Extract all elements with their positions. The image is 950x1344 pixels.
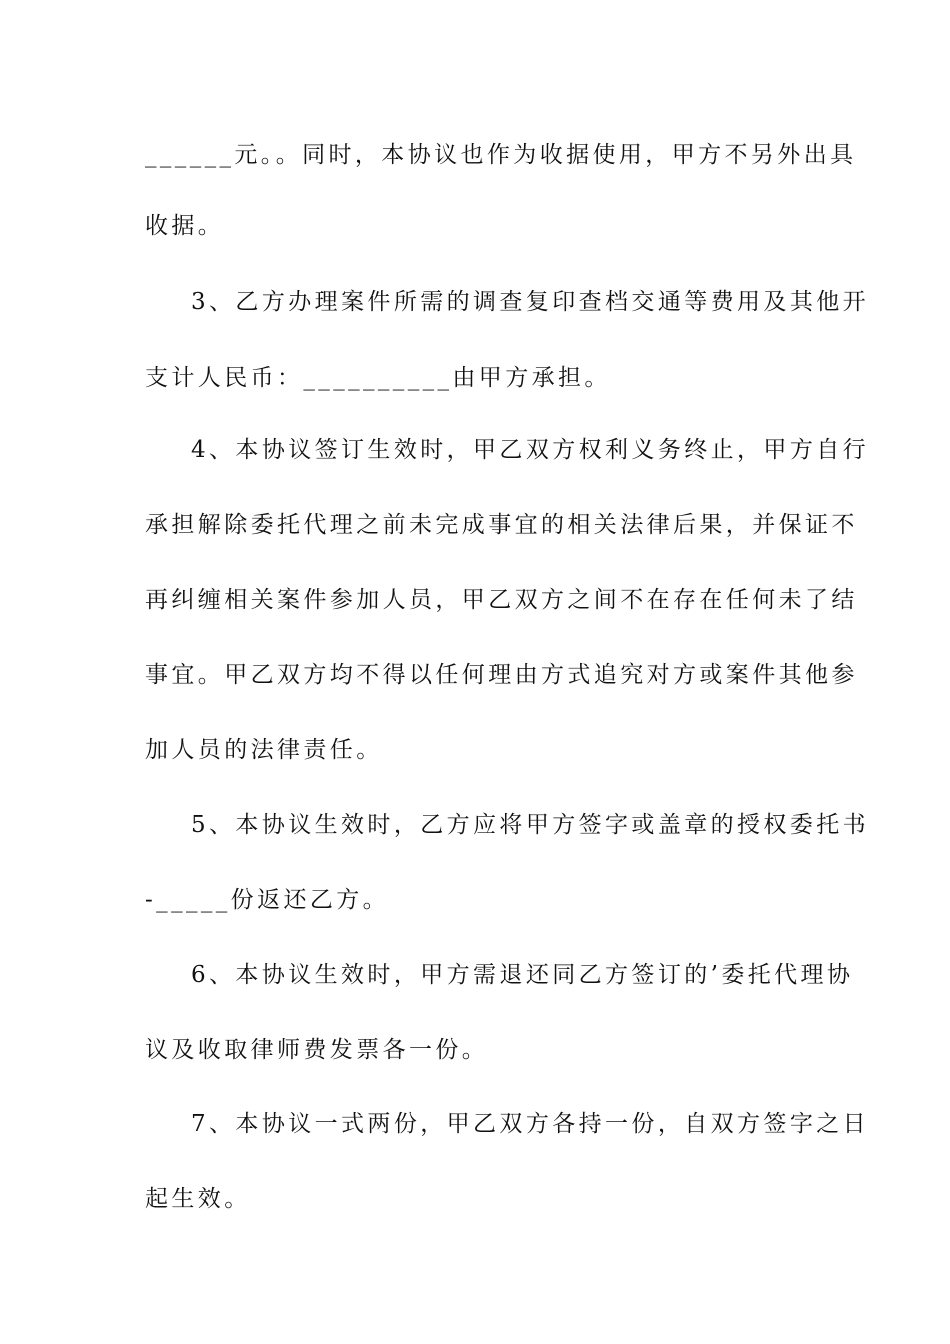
text-line-10: 5、本协议生效时，乙方应将甲方签字或盖章的授权委托书 [191,812,870,838]
text-line-15: 起生效。 [145,1186,251,1212]
text-line-11: -_____份返还乙方。 [145,887,390,913]
text-line-2: 收据。 [145,213,225,239]
text-line-3: 3、乙方办理案件所需的调查复印查档交通等费用及其他开 [191,289,870,315]
text-line-7: 再纠缠相关案件参加人员，甲乙双方之间不在存在任何未了结 [145,587,858,613]
text-line-1: ______元。。同时，本协议也作为收据使用，甲方不另外出具 [145,142,857,168]
text-line-14: 7、本协议一式两份，甲乙双方各持一份，自双方签字之日 [191,1111,870,1137]
text-line-9: 加人员的法律责任。 [145,737,383,763]
text-line-5: 4、本协议签订生效时，甲乙双方权利义务终止，甲方自行 [191,437,870,463]
text-line-8: 事宜。甲乙双方均不得以任何理由方式追究对方或案件其他参 [145,662,858,688]
text-line-6: 承担解除委托代理之前未完成事宜的相关法律后果，并保证不 [145,512,858,538]
text-line-4: 支计人民币：__________由甲方承担。 [145,365,611,391]
text-line-12: 6、本协议生效时，甲方需退还同乙方签订的’委托代理协 [191,962,854,988]
text-line-13: 议及收取律师费发票各一份。 [145,1037,489,1063]
